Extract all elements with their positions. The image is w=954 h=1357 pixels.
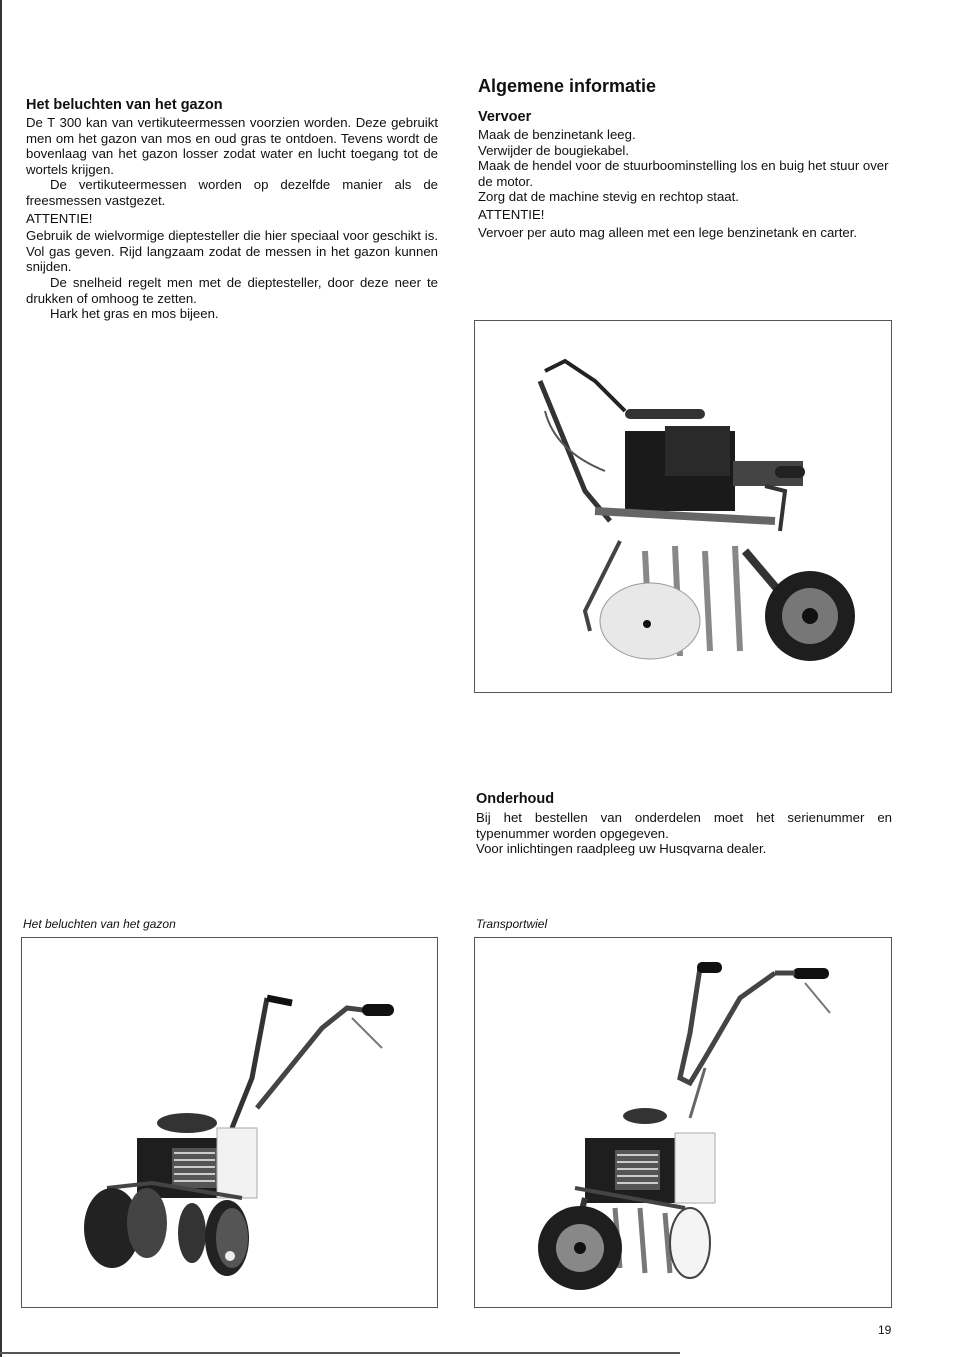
transport-line: Verwijder de bougiekabel. bbox=[478, 142, 630, 158]
tiller-transport-wheel-illustration bbox=[475, 938, 891, 1307]
transport-text bbox=[478, 127, 894, 240]
page-number: 19 bbox=[878, 1323, 892, 1337]
page-edge-line bbox=[0, 0, 2, 1357]
paragraph: De snelheid regelt men met de dieptesteller, door deze neer te drukken of omhoog te zetten. bbox=[26, 274, 438, 306]
caption-transport-wheel: Transportwiel bbox=[476, 917, 548, 931]
tiller-folded-illustration bbox=[475, 321, 891, 692]
paragraph: De vertikuteermessen worden op dezelfde manier als de freesmessen vastgezet. bbox=[26, 177, 438, 208]
aeration-text bbox=[26, 115, 438, 322]
section-general-info bbox=[478, 76, 894, 240]
attention-label: ATTENTIE! bbox=[478, 206, 545, 222]
main-heading: Algemene informatie bbox=[478, 76, 657, 96]
caption-aeration: Het beluchten van het gazon bbox=[23, 917, 176, 931]
figure-transport-wheel bbox=[474, 937, 892, 1308]
section-heading-maintenance: Onderhoud bbox=[476, 791, 555, 807]
transport-line: Maak de hendel voor de stuurboominstelling los en buig het stuur over de motor. bbox=[478, 158, 889, 189]
section-aeration bbox=[26, 97, 438, 322]
transport-line: Vervoer per auto mag alleen met een lege benzinetank en carter. bbox=[478, 224, 858, 240]
transport-line: Maak de benzinetank leeg. bbox=[478, 127, 636, 142]
section-heading-aeration: Het beluchten van het gazon bbox=[26, 97, 223, 113]
paragraph: Hark het gras en mos bijeen. bbox=[50, 306, 219, 322]
attention-label: ATTENTIE! bbox=[26, 210, 93, 226]
paragraph: De T 300 kan van vertikuteermessen voorzien worden. Deze gebruikt men om het gazon van mos en oud gras te ontdoen. Tevens wordt de bovenlaag van het gazon losser zodat water en lucht toegang tot de wortels krijgen. bbox=[26, 115, 438, 177]
paragraph: Gebruik de wielvormige dieptesteller die hier speciaal voor geschikt is. Vol gas geven. Rijd langzaam zodat de messen in het gazon kunnen snijden. bbox=[26, 228, 438, 275]
section-maintenance bbox=[476, 791, 892, 857]
section-heading-transport: Vervoer bbox=[478, 109, 532, 125]
figure-transport-position bbox=[474, 320, 892, 693]
figure-aeration bbox=[21, 937, 438, 1308]
page-bottom-line bbox=[0, 1352, 680, 1354]
tiller-aerator-illustration bbox=[22, 938, 437, 1307]
maintenance-line: Voor inlichtingen raadpleeg uw Husqvarna dealer. bbox=[476, 841, 767, 857]
maintenance-line: Bij het bestellen van onderdelen moet het serienummer en typenummer worden opgegeven. bbox=[476, 810, 892, 841]
transport-line: Zorg dat de machine stevig en rechtop staat. bbox=[478, 189, 739, 205]
maintenance-text bbox=[476, 810, 892, 857]
